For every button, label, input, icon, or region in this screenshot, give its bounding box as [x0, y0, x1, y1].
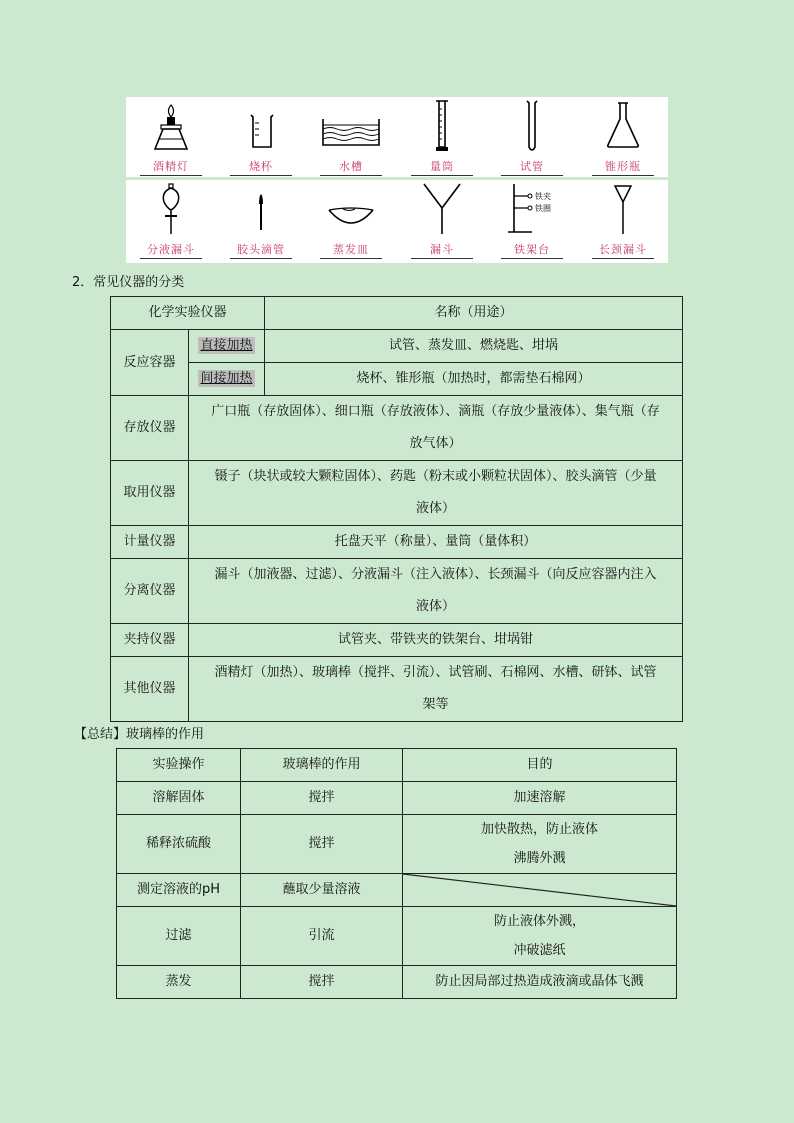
table-row: [111, 396, 683, 461]
operation-cell: 稀释浓硫酸: [117, 815, 241, 874]
items-cell: 广口瓶（存放固体）、细口瓶（存放液体）、滴瓶（存放少量液体）、集气瓶（存 放气体）: [189, 396, 683, 461]
operation-cell: 过滤: [117, 907, 241, 966]
table-header-row: [111, 297, 683, 330]
header-cell: 目的: [403, 749, 677, 782]
long-neck-funnel-icon: [593, 182, 653, 238]
purpose-cell: 加速溶解: [403, 782, 677, 815]
conical-flask-icon: [593, 99, 653, 155]
category-cell: 夹持仪器: [111, 624, 189, 657]
purpose-cell: 防止液体外溅， 冲破滤纸: [403, 907, 677, 966]
operation-cell: 测定溶液的pH: [117, 874, 241, 907]
instrument-water-trough: [306, 97, 396, 178]
table-row: [117, 782, 677, 815]
direct-heat-label: 直接加热: [200, 338, 253, 353]
items-cell: 试管夹、带铁夹的铁架台、坩埚钳: [189, 624, 683, 657]
items-cell: 试管、蒸发皿、燃烧匙、坩埚: [265, 330, 683, 363]
separatory-funnel-icon: [141, 182, 201, 238]
instrument-label: 蒸发皿: [333, 243, 369, 256]
instrument-figure: [126, 97, 668, 263]
instrument-evaporating-dish: [306, 180, 396, 261]
instrument-test-tube: [487, 97, 577, 178]
iron-ring-label: 铁圈: [535, 204, 551, 213]
table-row: [117, 966, 677, 999]
instrument-graduated-cylinder: [397, 97, 487, 178]
instrument-row-2: [126, 180, 668, 261]
instrument-funnel: [397, 180, 487, 261]
instrument-label: 长颈漏斗: [599, 243, 647, 256]
purpose-cell: 加快散热，防止液体 沸腾外溅: [403, 815, 677, 874]
classification-table: [110, 296, 683, 722]
test-tube-icon: [502, 99, 562, 155]
items-cell: 酒精灯（加热）、玻璃棒（搅拌、引流）、试管刷、石棉网、水槽、研钵、试管 架等: [189, 657, 683, 722]
role-cell: 搅拌: [241, 966, 403, 999]
operation-cell: 溶解固体: [117, 782, 241, 815]
purpose-cell: 防止因局部过热造成液滴或晶体飞溅: [403, 966, 677, 999]
table-row: [117, 874, 677, 907]
header-cell: 名称（用途）: [265, 297, 683, 330]
alcohol-lamp-icon: [141, 99, 201, 155]
indirect-heat-label: 间接加热: [200, 371, 253, 386]
table-row: [111, 559, 683, 624]
instrument-alcohol-lamp: [126, 97, 216, 178]
table-row: [117, 907, 677, 966]
table-row: [111, 526, 683, 559]
category-cell: 取用仪器: [111, 461, 189, 526]
table-header-row: [117, 749, 677, 782]
header-cell: 化学实验仪器: [111, 297, 265, 330]
summary-heading: 【总结】玻璃棒的作用: [74, 727, 205, 742]
table-row: [111, 657, 683, 722]
instrument-label: 胶头滴管: [237, 243, 285, 256]
instrument-label: 漏斗: [430, 243, 454, 256]
funnel-icon: [412, 182, 472, 238]
category-cell: 存放仪器: [111, 396, 189, 461]
iron-clamp-label: 铁夹: [535, 192, 551, 201]
table-row: [111, 461, 683, 526]
table-row: [117, 815, 677, 874]
subcategory-cell: [189, 363, 265, 396]
instrument-label: 水槽: [339, 160, 363, 173]
category-cell: 分离仪器: [111, 559, 189, 624]
items-cell: 镊子（块状或较大颗粒固体）、药匙（粉末或小颗粒状固体）、胶头滴管（少量 液体）: [189, 461, 683, 526]
instrument-label: 分液漏斗: [147, 243, 195, 256]
instrument-long-neck-funnel: [578, 180, 668, 261]
instrument-dropper: [216, 180, 306, 261]
table-row: [111, 330, 683, 363]
instrument-iron-stand: [487, 180, 577, 261]
instrument-separatory-funnel: [126, 180, 216, 261]
glass-rod-table: [116, 748, 677, 999]
table-row: [111, 363, 683, 396]
header-cell: 实验操作: [117, 749, 241, 782]
instrument-label: 量筒: [430, 160, 454, 173]
role-cell: 蘸取少量溶液: [241, 874, 403, 907]
diagonal-line-icon: [403, 874, 676, 906]
subcategory-cell: [189, 330, 265, 363]
water-trough-icon: [321, 99, 381, 155]
instrument-label: 锥形瓶: [605, 160, 641, 173]
category-cell: 其他仪器: [111, 657, 189, 722]
beaker-icon: [231, 99, 291, 155]
instrument-conical-flask: [578, 97, 668, 178]
evaporating-dish-icon: [321, 182, 381, 238]
empty-diagonal-cell: [403, 874, 677, 907]
category-cell: 反应容器: [111, 330, 189, 396]
instrument-beaker: [216, 97, 306, 178]
instrument-label: 烧杯: [249, 160, 273, 173]
items-cell: 托盘天平（称量）、量筒（量体积）: [189, 526, 683, 559]
instrument-label: 酒精灯: [153, 160, 189, 173]
operation-cell: 蒸发: [117, 966, 241, 999]
role-cell: 搅拌: [241, 815, 403, 874]
instrument-row-1: [126, 97, 668, 178]
header-cell: 玻璃棒的作用: [241, 749, 403, 782]
table-row: [111, 624, 683, 657]
instrument-label: 铁架台: [514, 243, 550, 256]
category-cell: 计量仪器: [111, 526, 189, 559]
iron-stand-icon: [502, 182, 562, 238]
section-heading: 2．常见仪器的分类: [72, 275, 185, 290]
items-cell: 漏斗（加液器、过滤）、分液漏斗（注入液体）、长颈漏斗（向反应容器内注入 液体）: [189, 559, 683, 624]
role-cell: 引流: [241, 907, 403, 966]
graduated-cylinder-icon: [412, 99, 472, 155]
role-cell: 搅拌: [241, 782, 403, 815]
instrument-label: 试管: [520, 160, 544, 173]
dropper-icon: [231, 182, 291, 238]
items-cell: 烧杯、锥形瓶（加热时，都需垫石棉网）: [265, 363, 683, 396]
